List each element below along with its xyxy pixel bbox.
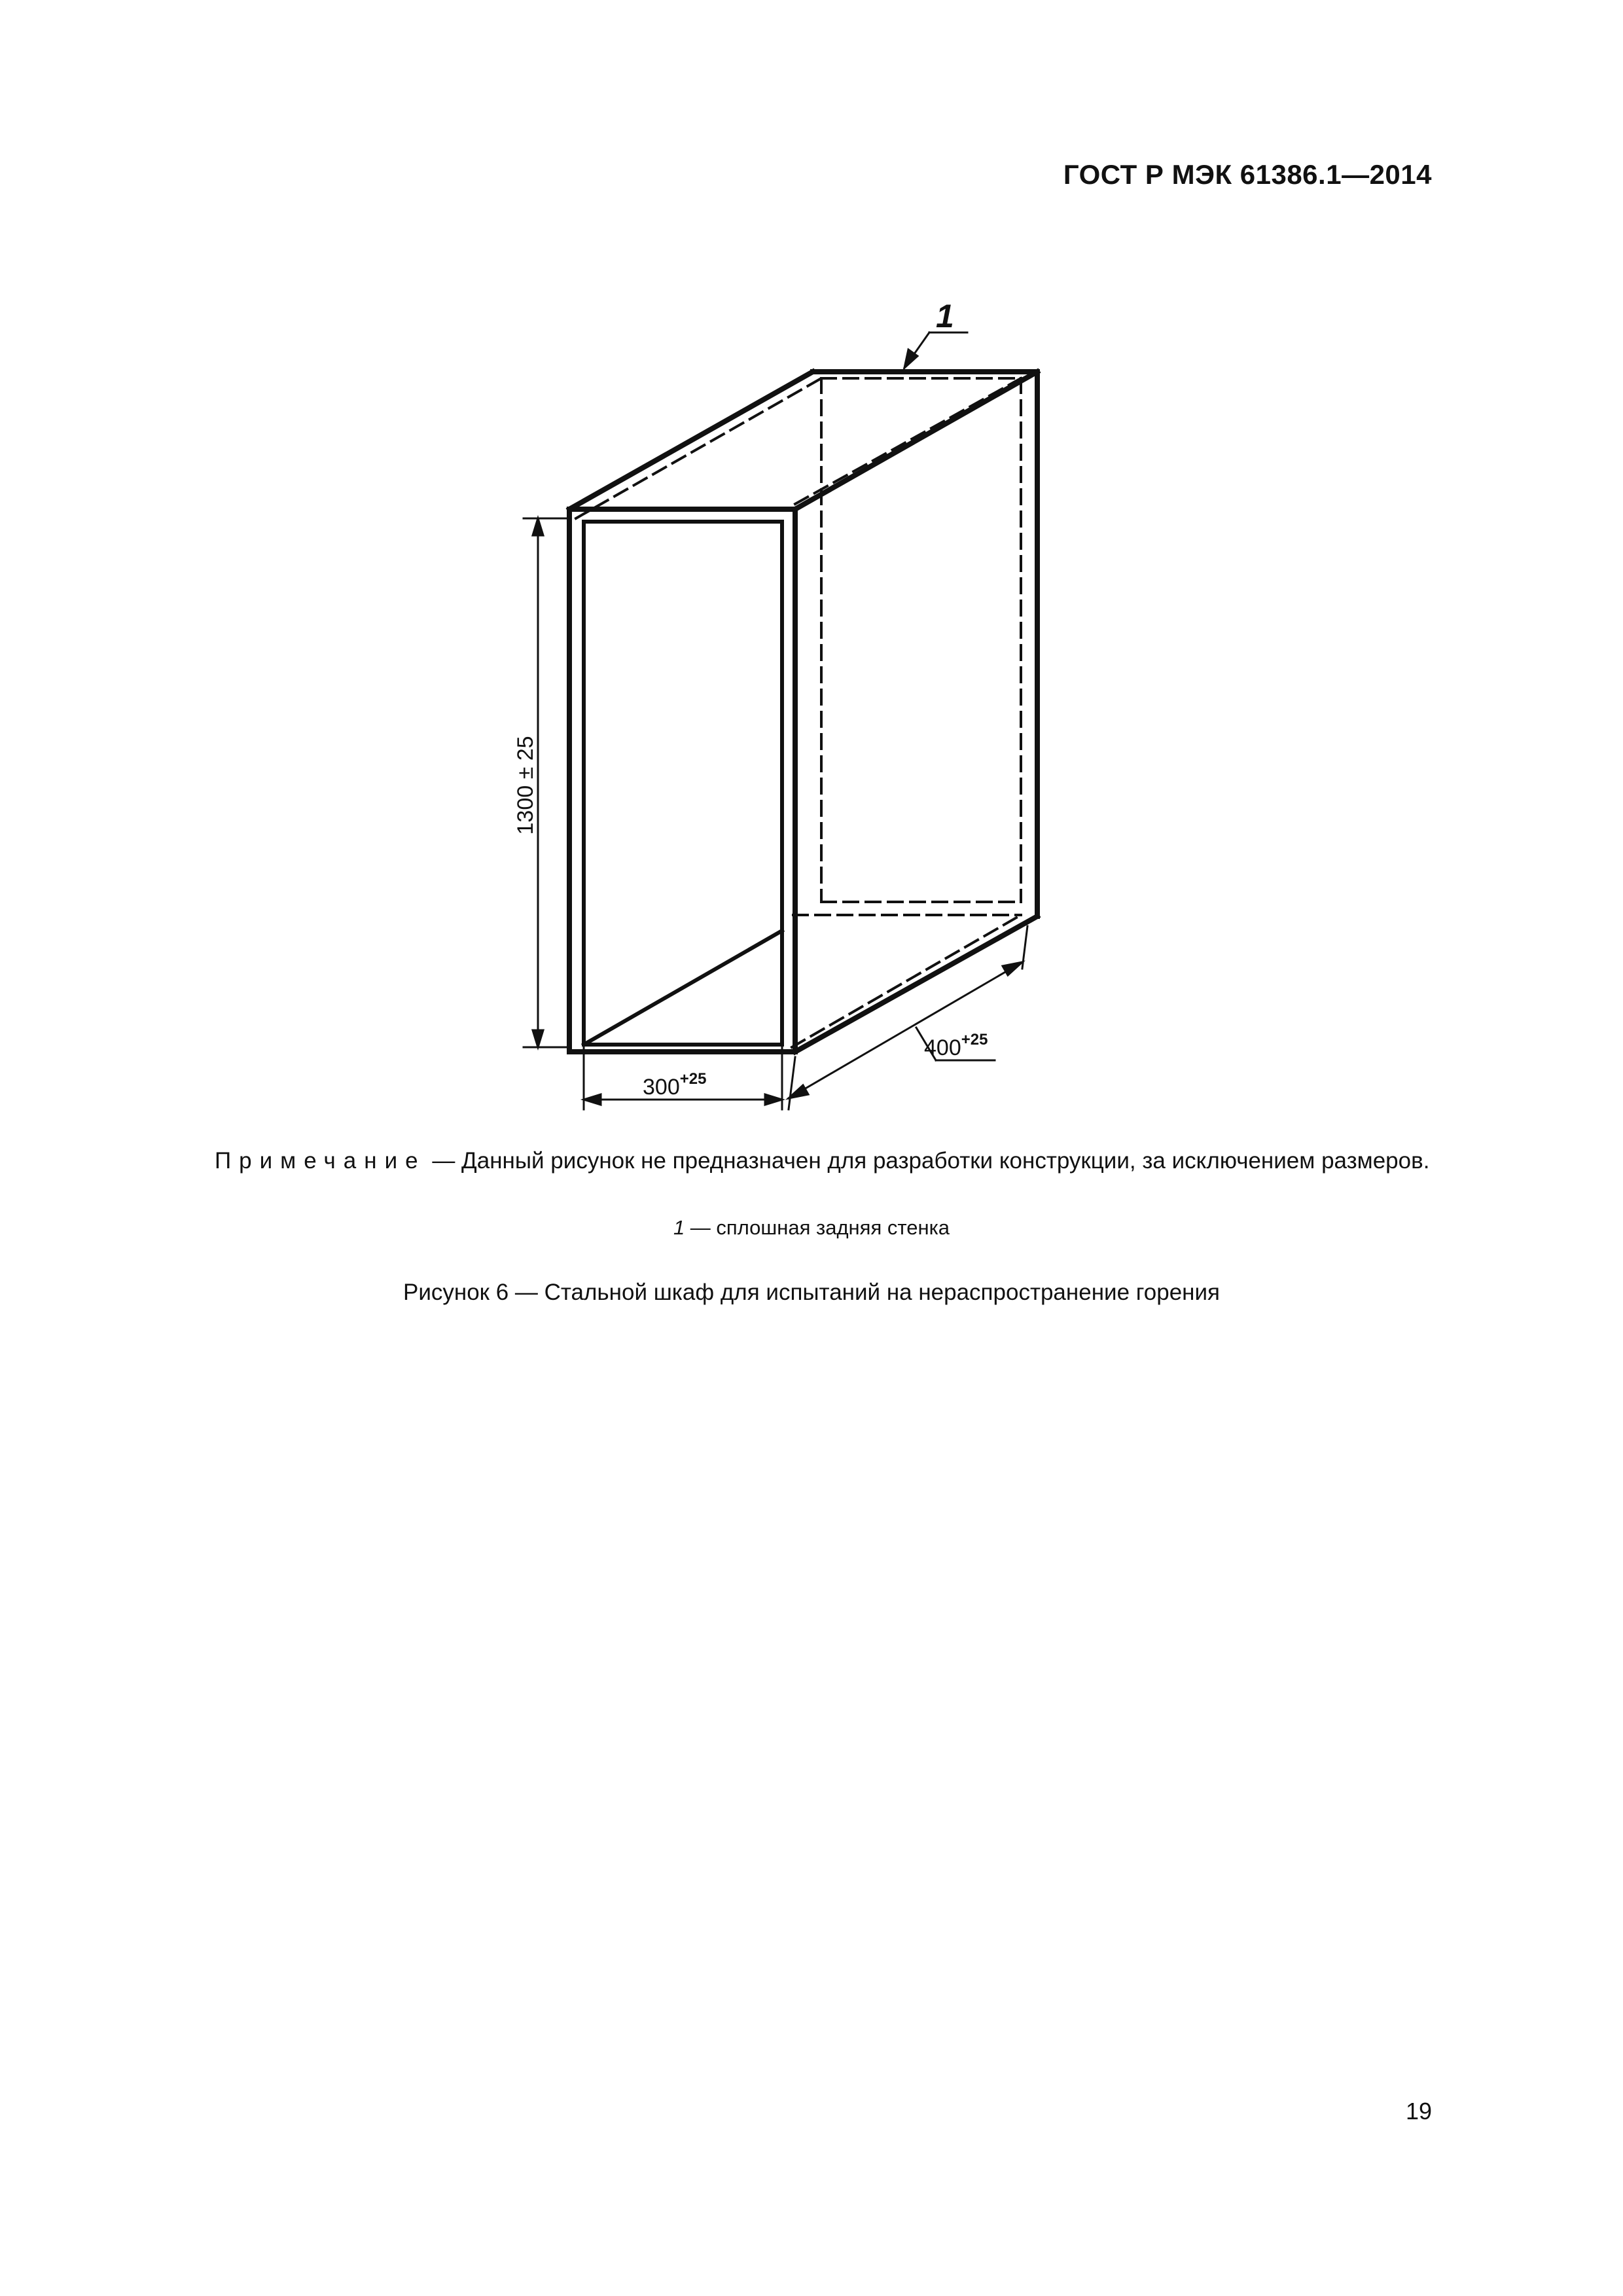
- width-dimension-tolerance: +25: [679, 1070, 707, 1088]
- depth-dimension-tolerance: +25: [961, 1031, 988, 1049]
- note-text: — Данный рисунок не предназначен для разработки конструкции, за исключением размеров.: [425, 1148, 1430, 1174]
- width-dimension-label: [643, 1070, 706, 1100]
- figure-caption: Рисунок 6 — Стальной шкаф для испытаний на нераспространение горения: [402, 1280, 1220, 1305]
- figure-legend: [0, 1216, 1623, 1240]
- legend-text: — сплошная задняя стенка: [685, 1216, 950, 1239]
- front-opening: [584, 522, 782, 1045]
- outer-frame: [569, 372, 1037, 1052]
- figure-note: [182, 1144, 1440, 1178]
- document-header: ГОСТ Р МЭК 61386.1—2014: [1063, 159, 1432, 190]
- depth-dimension: [789, 926, 1027, 1109]
- depth-dimension-label: [924, 1031, 988, 1060]
- callout-number: 1: [936, 298, 954, 334]
- callout-leader: [904, 332, 967, 368]
- page-number: 19: [1405, 2098, 1432, 2125]
- height-dimension-label: 1300 ± 25: [513, 736, 538, 835]
- width-dimension-value: 300: [643, 1075, 680, 1100]
- depth-dimension-value: 400: [924, 1035, 961, 1060]
- note-label: Примечание: [215, 1148, 426, 1174]
- hidden-edges: [576, 378, 1021, 1047]
- legend-number: 1: [673, 1216, 685, 1239]
